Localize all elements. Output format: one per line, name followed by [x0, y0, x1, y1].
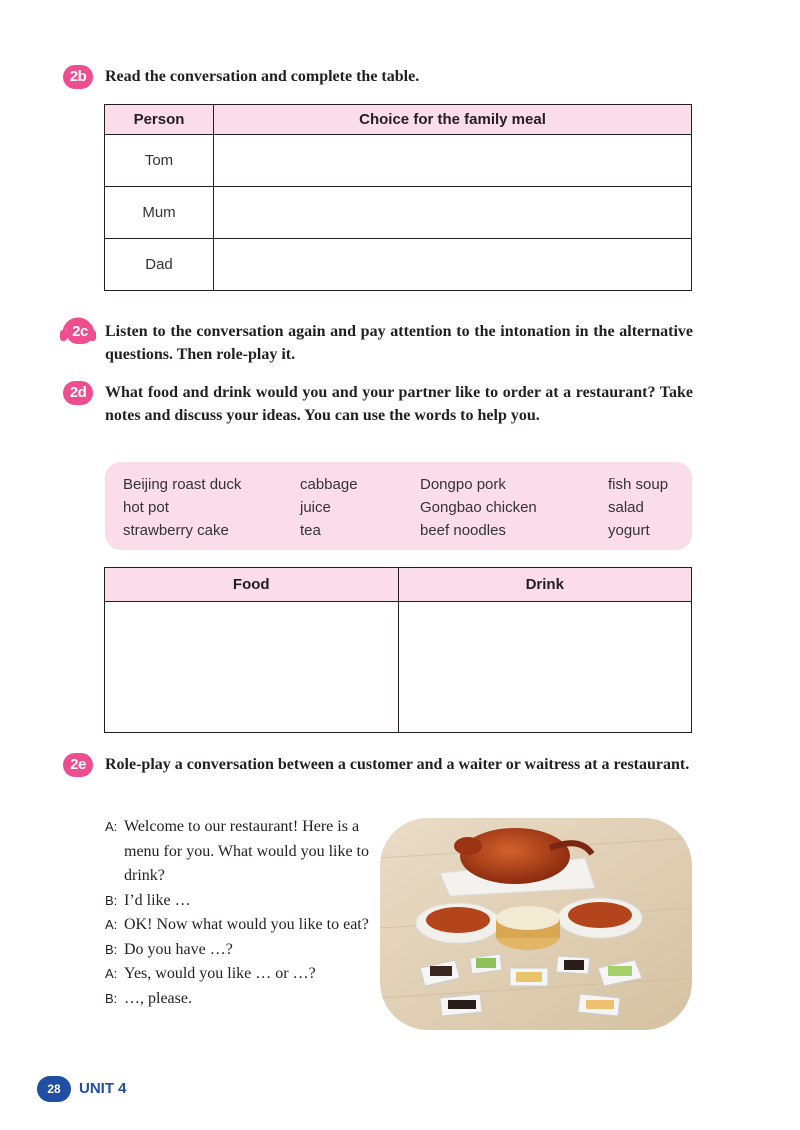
instruction-2e: Role-play a conversation between a customer and a waiter or waitress at a restaurant.	[105, 756, 690, 773]
section-badge-2c: 2c	[66, 320, 94, 344]
speaker-label: B:	[105, 990, 118, 1006]
col-drink: Drink	[398, 568, 692, 602]
word-item: tea	[300, 522, 321, 539]
dialog-line	[105, 815, 370, 889]
word-item: yogurt	[608, 522, 650, 539]
dialog	[105, 815, 370, 1011]
choice-cell[interactable]	[214, 239, 692, 291]
table-2d	[104, 567, 692, 733]
person-cell: Dad	[105, 239, 214, 291]
word-item: beef noodles	[420, 522, 506, 539]
word-item: hot pot	[123, 499, 169, 516]
page-number: 28	[37, 1076, 71, 1102]
word-bank	[105, 462, 692, 550]
person-cell: Tom	[105, 135, 214, 187]
instruction-2c: Listen to the conversation again and pay attention to the intonation in the alternative questions. Then role-play it.	[105, 323, 693, 363]
word-item: Gongbao chicken	[420, 499, 537, 516]
word-item: juice	[300, 499, 331, 516]
col-person: Person	[105, 105, 214, 135]
section-badge-2d: 2d	[63, 381, 93, 405]
speaker-label: A:	[105, 966, 118, 981]
section-badge-2e: 2e	[63, 753, 93, 777]
speaker-label: A:	[105, 819, 118, 834]
unit-label: UNIT 4	[79, 1080, 127, 1097]
word-item: Beijing roast duck	[123, 476, 242, 493]
section-badge-2b: 2b	[63, 65, 93, 89]
table-2b	[104, 104, 692, 291]
col-food: Food	[105, 568, 399, 602]
word-item: salad	[608, 499, 644, 516]
dialog-line	[105, 938, 370, 963]
dialog-text: OK! Now what would you like to eat?	[124, 916, 369, 933]
person-cell: Mum	[105, 187, 214, 239]
word-item: Dongpo pork	[420, 476, 506, 493]
dialog-text: Yes, would you like … or …?	[124, 965, 316, 982]
speaker-label: B:	[105, 941, 118, 957]
roast-duck-photo	[380, 818, 692, 1030]
table-row	[105, 135, 692, 187]
food-notes-cell[interactable]	[105, 602, 399, 733]
choice-cell[interactable]	[214, 135, 692, 187]
dialog-line	[105, 889, 370, 914]
speaker-label: A:	[105, 917, 118, 932]
dialog-text: …, please.	[124, 989, 192, 1007]
speaker-label: B:	[105, 892, 118, 908]
word-item: fish soup	[608, 476, 669, 493]
dialog-text: Welcome to our restaurant! Here is a menu for you. What would you like to drink?	[124, 818, 369, 884]
word-item: cabbage	[300, 476, 358, 493]
dialog-text: I’d like …	[124, 891, 191, 909]
drink-notes-cell[interactable]	[398, 602, 692, 733]
col-choice: Choice for the family meal	[214, 105, 692, 135]
dialog-line	[105, 987, 370, 1012]
word-item: strawberry cake	[123, 522, 229, 539]
dialog-line	[105, 913, 370, 938]
table-row	[105, 239, 692, 291]
instruction-2d: What food and drink would you and your partner like to order at a restaurant? Take notes and discuss your ideas. You can use the words to help you.	[105, 384, 693, 424]
table-row	[105, 602, 692, 733]
table-row	[105, 187, 692, 239]
choice-cell[interactable]	[214, 187, 692, 239]
instruction-2b: Read the conversation and complete the table.	[105, 68, 420, 85]
dialog-line	[105, 962, 370, 987]
dialog-text: Do you have …?	[124, 940, 233, 958]
